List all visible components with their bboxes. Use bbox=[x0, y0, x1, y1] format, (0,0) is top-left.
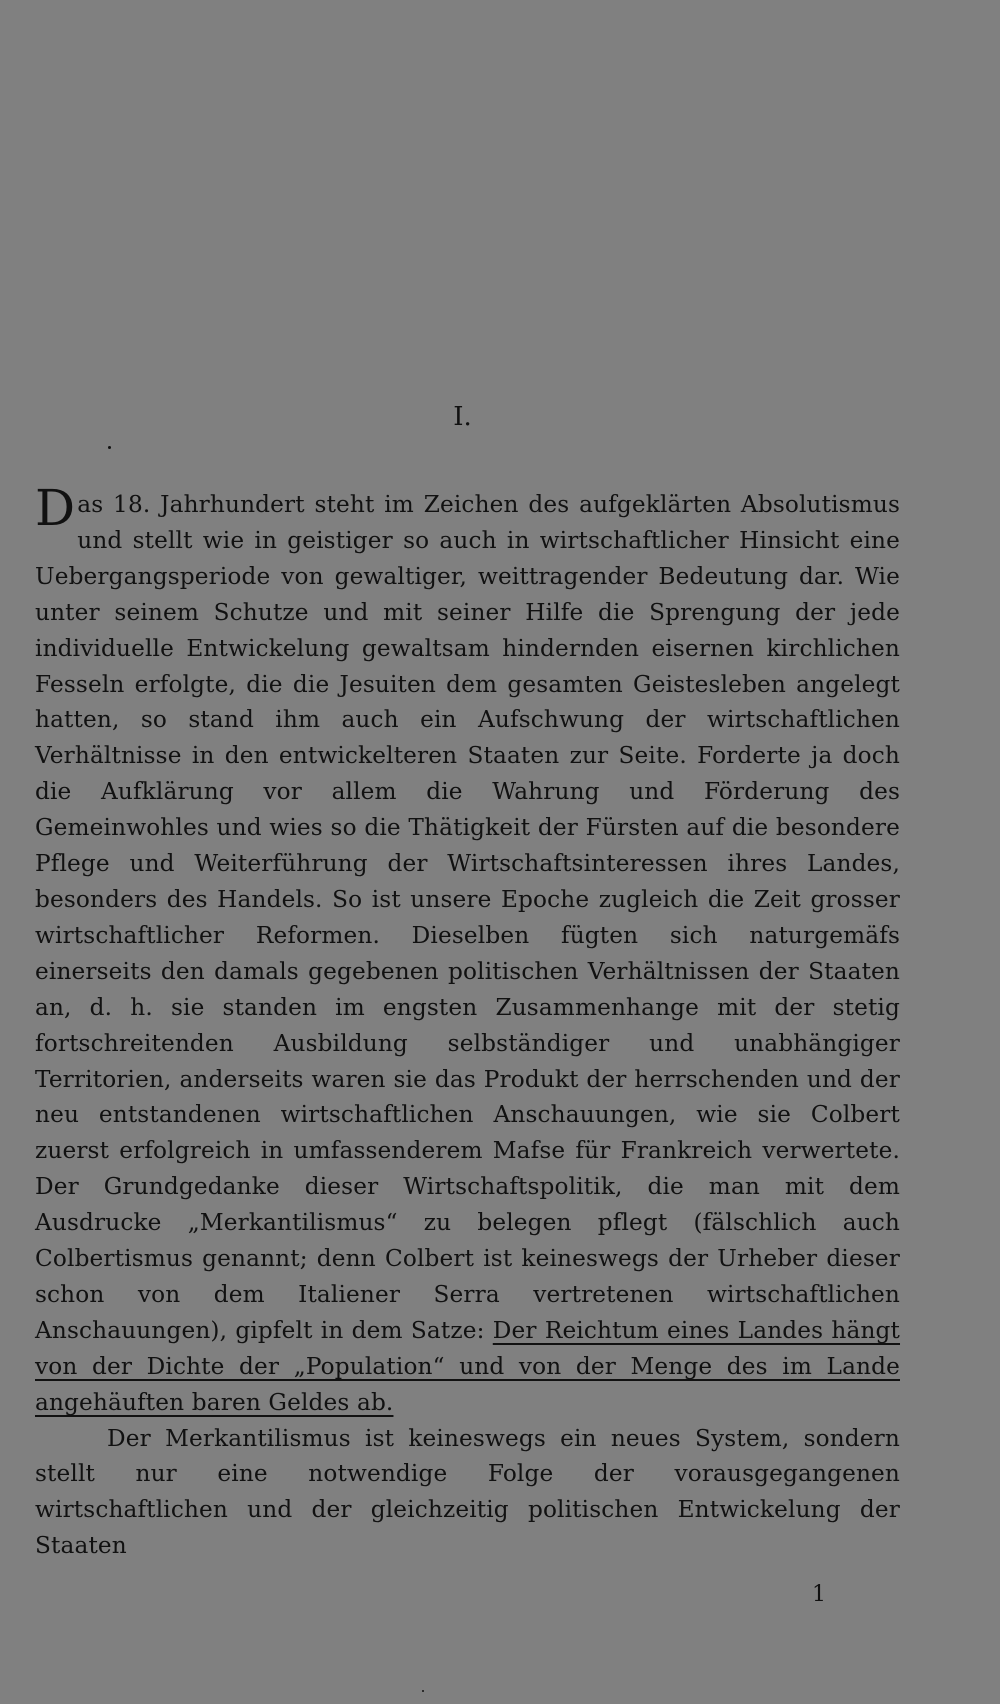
paragraph-2: Der Merkantilismus ist keineswegs ein neues System, sondern stellt nur eine notwendige Folge der vorausgegangenen wirtschaftlichen und der gleichzeitig politischen Entwickelung der Staaten bbox=[35, 1424, 900, 1560]
paragraph-1 bbox=[35, 479, 901, 1421]
print-speck bbox=[422, 1690, 424, 1692]
page-number: 1 bbox=[812, 1582, 826, 1607]
chapter-number: I. bbox=[453, 402, 472, 432]
underlined-thesis: Der Reichtum eines Landes hängt von der Dichte der „Population“ und von der Menge des im Lande angehäuften baren Geldes ab. bbox=[35, 1316, 901, 1416]
paragraph-1-text: as 18. Jahrhundert steht im Zeichen des aufgeklärten Absolutismus und stellt wie in geistiger so auch in wirtschaftlicher Hinsicht eine Uebergangsperiode von gewaltiger, weittragender Bedeutung dar. Wie unter seinem Schutze und mit seiner Hilfe die Sprengung der jede individuelle Entwickelung gewaltsam hindernden eisernen kirchlichen Fesseln erfolgte, die die Jesuiten dem gesamten Geistesleben angelegt hatten, so stand ihm auch ein Aufschwung der wirtschaftlichen Verhältnisse in den entwickelteren Staaten zur Seite. Forderte ja doch die Aufklärung vor allem die Wahrung und Förderung des Gemeinwohles und wies so die Thätigkeit der Fürsten auf die besondere Pflege und Weiterführung der Wirtschaftsinteressen ihres Landes, besonders des Handels. So ist unsere Epoche zugleich die Zeit grosser wirtschaftlicher Reformen. Dieselben fügten sich naturgemäfs einerseits den damals gegebenen politischen Verhältnissen der Staaten an, d. h. sie standen im engsten Zusammenhange mit der stetig fortschreitenden Ausbildung selbständiger und unabhängiger Territorien, anderseits waren sie das Produkt der herrschenden und der neu entstandenen wirtschaftlichen Anschauungen, wie sie Colbert zuerst erfolgreich in umfassenderem Mafse für Frankreich verwertete. Der Grundgedanke dieser Wirtschaftspolitik, die man mit dem Ausdrucke „Merkantilismus“ zu belegen pflegt (fälschlich auch Colbertismus genannt; denn Colbert ist keineswegs der Urheber dieser schon von dem Italiener Serra vertretenen wirtschaftlichen Anschauungen), gipfelt in dem Satze: bbox=[35, 491, 900, 1344]
drop-cap: D bbox=[35, 479, 76, 537]
body-text bbox=[35, 479, 901, 1564]
print-speck bbox=[108, 446, 111, 449]
